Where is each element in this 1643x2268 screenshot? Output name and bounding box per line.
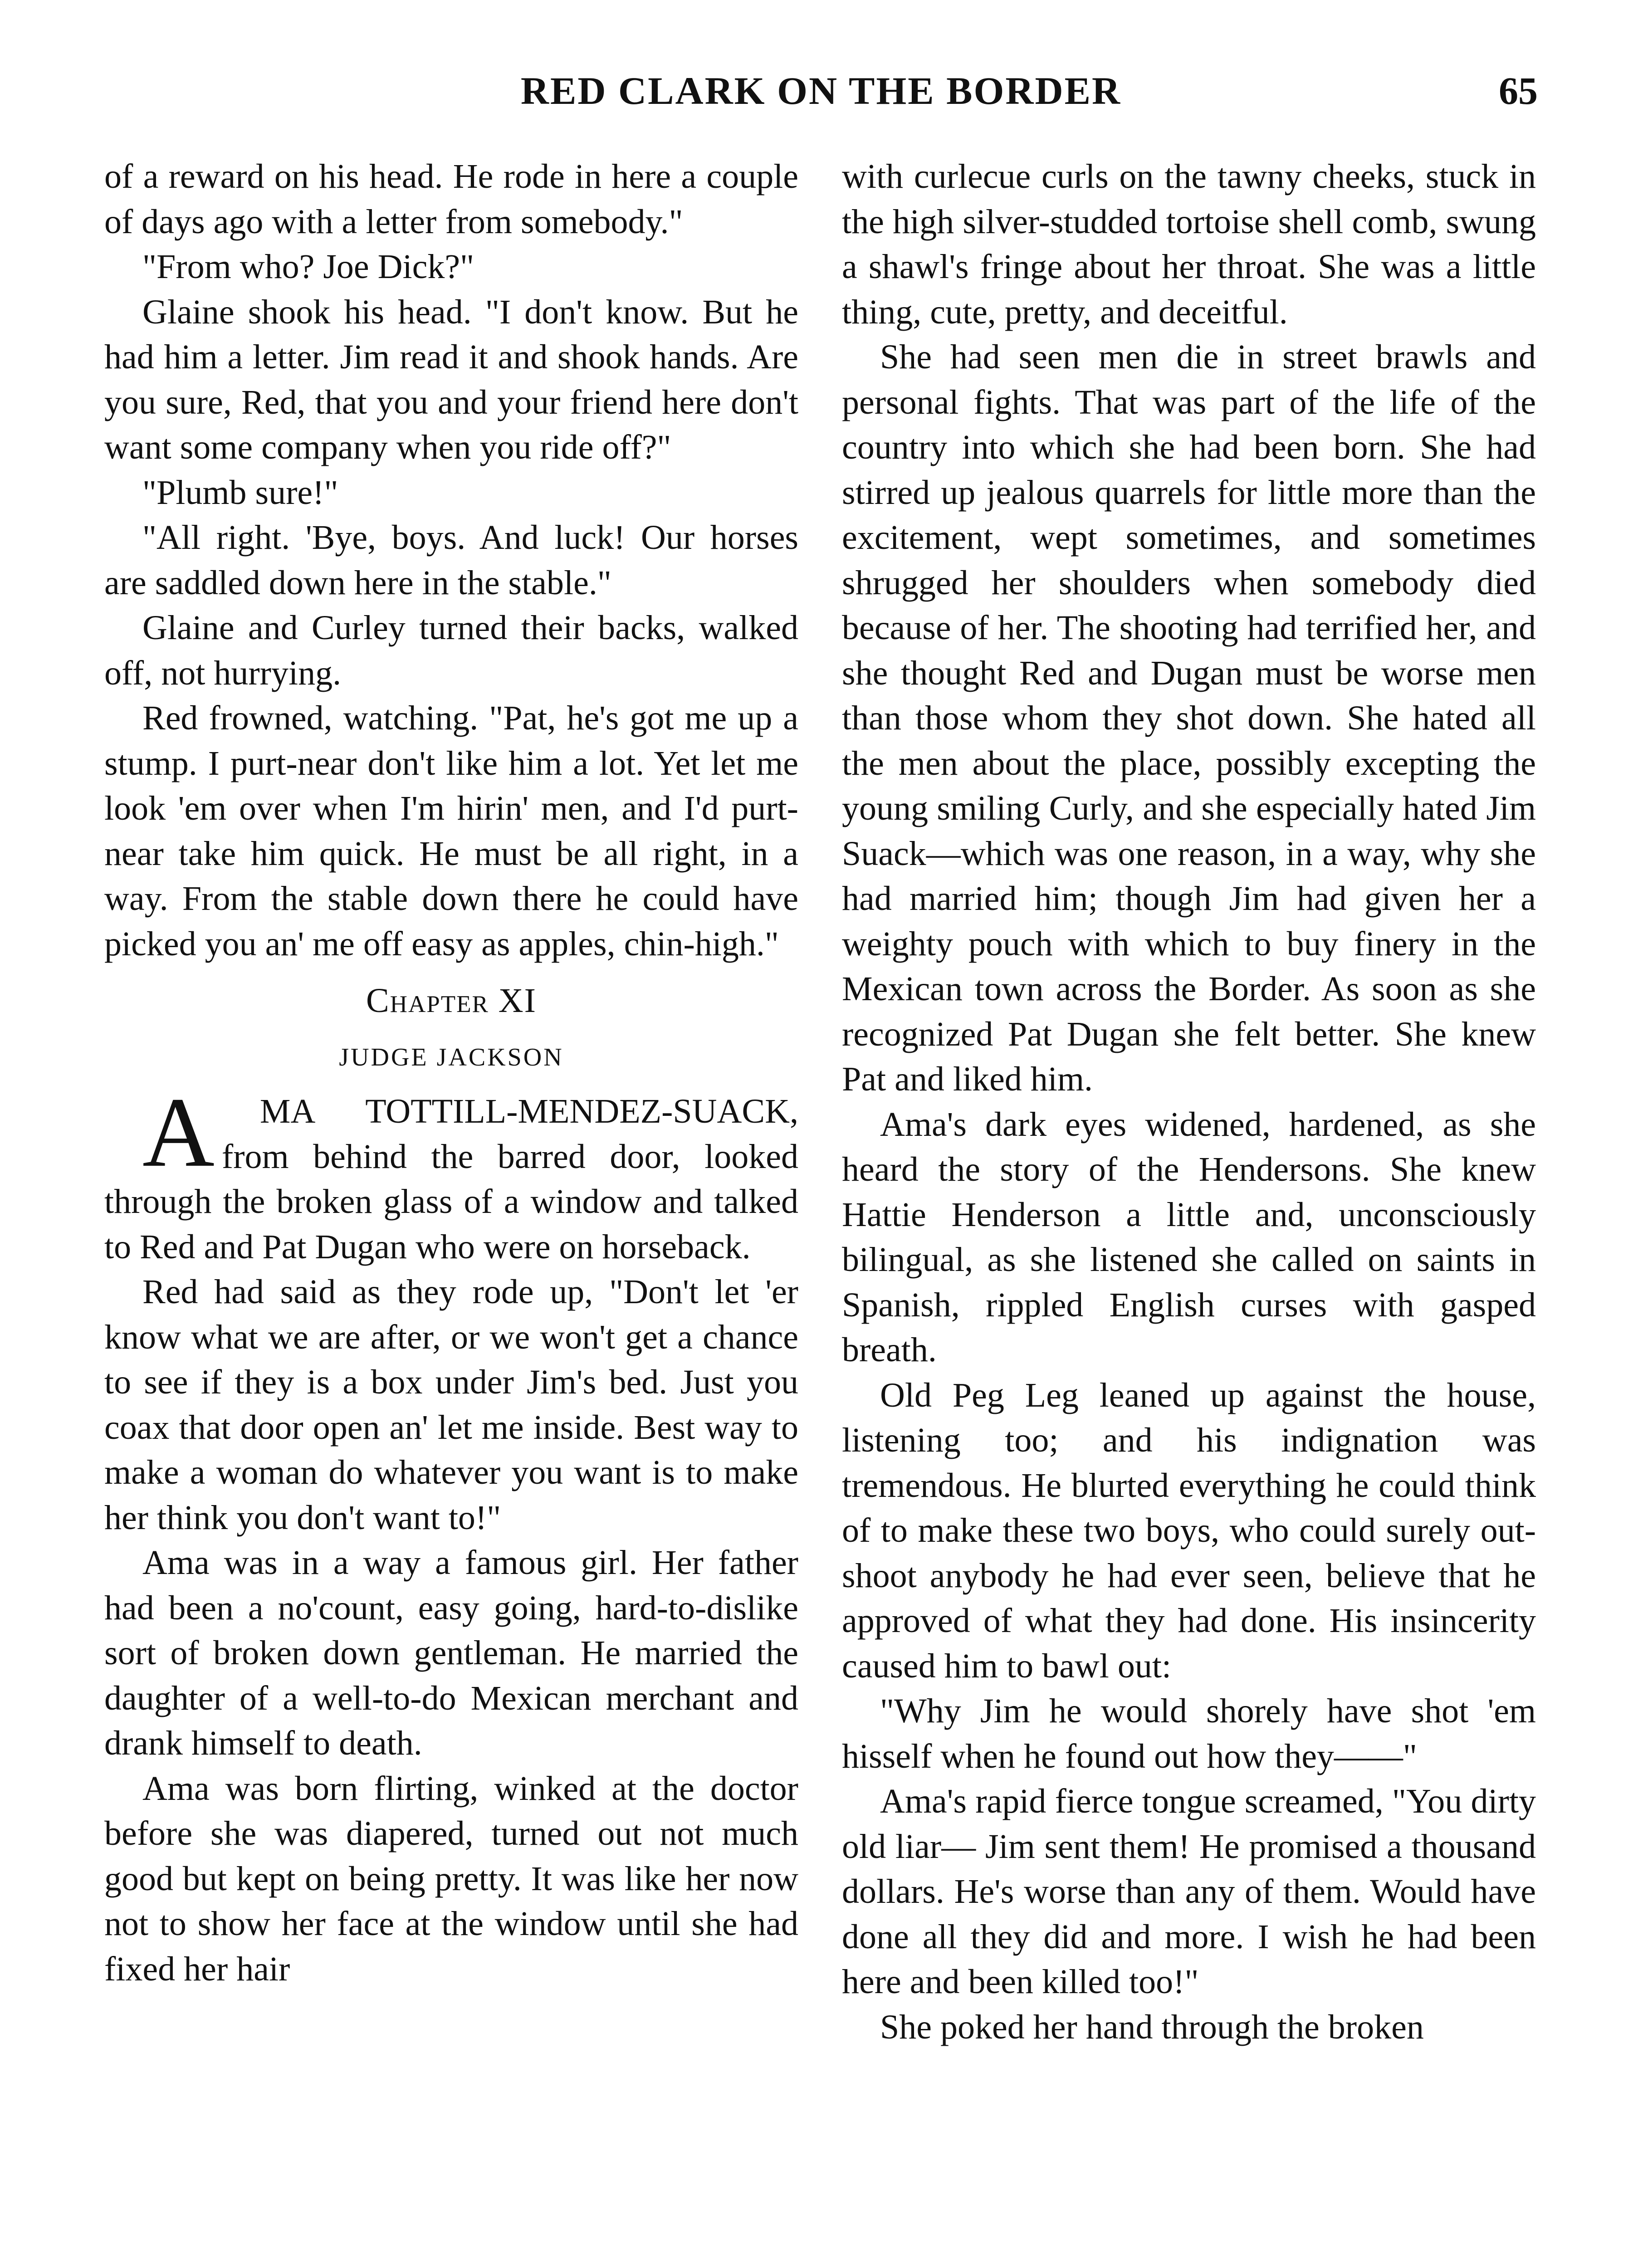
paragraph: She poked her hand through the broken [880, 2008, 1424, 2046]
page-header [104, 68, 1538, 122]
chapter-heading: Chapter XI [366, 982, 537, 1020]
paragraph: Glaine shook his head. "I don't know. But he had him a letter. Jim read it and shook hands. Are you sure, Red, that you and your friend here don't want some company when you ride off?" [104, 293, 798, 466]
chapter-title: JUDGE JACKSON [339, 1043, 564, 1071]
paragraph: Ama was in a way a famous girl. Her father had been a no'count, easy going, hard-to-dislike sort of broken down gentleman. He married the daughter of a well-to-do Mexican merchant and drank himself to death. [104, 1544, 798, 1762]
paragraph: Glaine and Curley turned their backs, walked off, not hurrying. [104, 609, 798, 692]
paragraph: of a reward on his head. He rode in here a couple of days ago with a letter from somebody." [104, 157, 798, 241]
paragraph: Ama's dark eyes widened, hardened, as she heard the story of the Hendersons. She knew Hattie Henderson a little and, unconsciously bilingual, as she listened she called on saints in Spanish, rippled English curses with gasped breath. [842, 1105, 1536, 1369]
paragraph: Ama was born flirting, winked at the doctor before she was diapered, turned out not much good but kept on being pretty. It was like her now not to show her face at the window until she had fixed her hair [104, 1769, 798, 1988]
paragraph: with curlecue curls on the tawny cheeks, stuck in the high silver-studded tortoise shell comb, swung a shawl's fringe about her throat. She was a little thing, cute, pretty, and deceitful. [842, 157, 1536, 331]
running-title: RED CLARK ON THE BORDER [520, 69, 1122, 112]
paragraph: Red had said as they rode up, "Don't let 'er know what we are after, or we won't get a chance to see if they is a box under Jim's bed. Just you coax that door open an' let me inside. Best way to make a woman do whatever you want is to make her think you don't want to!" [104, 1273, 798, 1537]
paragraph: "Why Jim he would shorely have shot 'em hisself when he found out how they——" [842, 1692, 1536, 1775]
paragraph: "Plumb sure!" [142, 473, 338, 512]
page-number: 65 [1499, 69, 1538, 112]
paragraph: Red frowned, watching. "Pat, he's got me up a stump. I purt-near don't like him a lot. Yet let me look 'em over when I'm hirin' men, and I'd purt-near take him quick. He must be all right, in a way. From the stable down there he could have picked you an' me off easy as apples, chin-high." [104, 699, 798, 963]
paragraph: "All right. 'Bye, boys. And luck! Our horses are saddled down here in the stable." [104, 518, 798, 602]
paragraph: She had seen men die in street brawls and personal fights. That was part of the life of the country into which she had been born. She had stirred up jealous quarrels for little more than the excitement, wept sometimes, and sometimes shrugged her shoulders when somebody died because of her. The shooting had terrified her, and she thought Red and Dugan must be worse men than those whom they shot down. She hated all the men about the place, possibly excepting the young smiling Curly, and she especially hated Jim Suack—which was one reason, in a way, why she had married him; though Jim had given her a weighty pouch with which to buy finery in the Mexican town across the Border. As soon as she recognized Pat Dugan she felt better. She knew Pat and liked him. [842, 338, 1536, 1098]
right-column [842, 154, 1536, 2050]
paragraph: Ama's rapid fierce tongue screamed, "You dirty old liar— Jim sent them! He promised a thousand dollars. He's worse than any of them. Would have done all they did and more. I wish he had been here and been killed too!" [842, 1782, 1536, 2001]
drop-cap: A [142, 1077, 215, 1188]
paragraph: "From who? Joe Dick?" [142, 248, 474, 286]
opening-text: MA TOTTILL-MENDEZ-SUACK, from behind the barred door, looked through the broken glass of a window and talked to Red and Pat Dugan who were on horseback. [104, 1092, 798, 1266]
left-column [104, 154, 798, 1992]
chapter-opening-paragraph [104, 1077, 798, 1270]
paragraph: Old Peg Leg leaned up against the house, listening too; and his indignation was tremendous. He blurted everything he could think of to make these two boys, who could surely out-shoot anybody he had ever seen, believe that he approved of what they had done. His insincerity caused him to bawl out: [842, 1376, 1536, 1685]
